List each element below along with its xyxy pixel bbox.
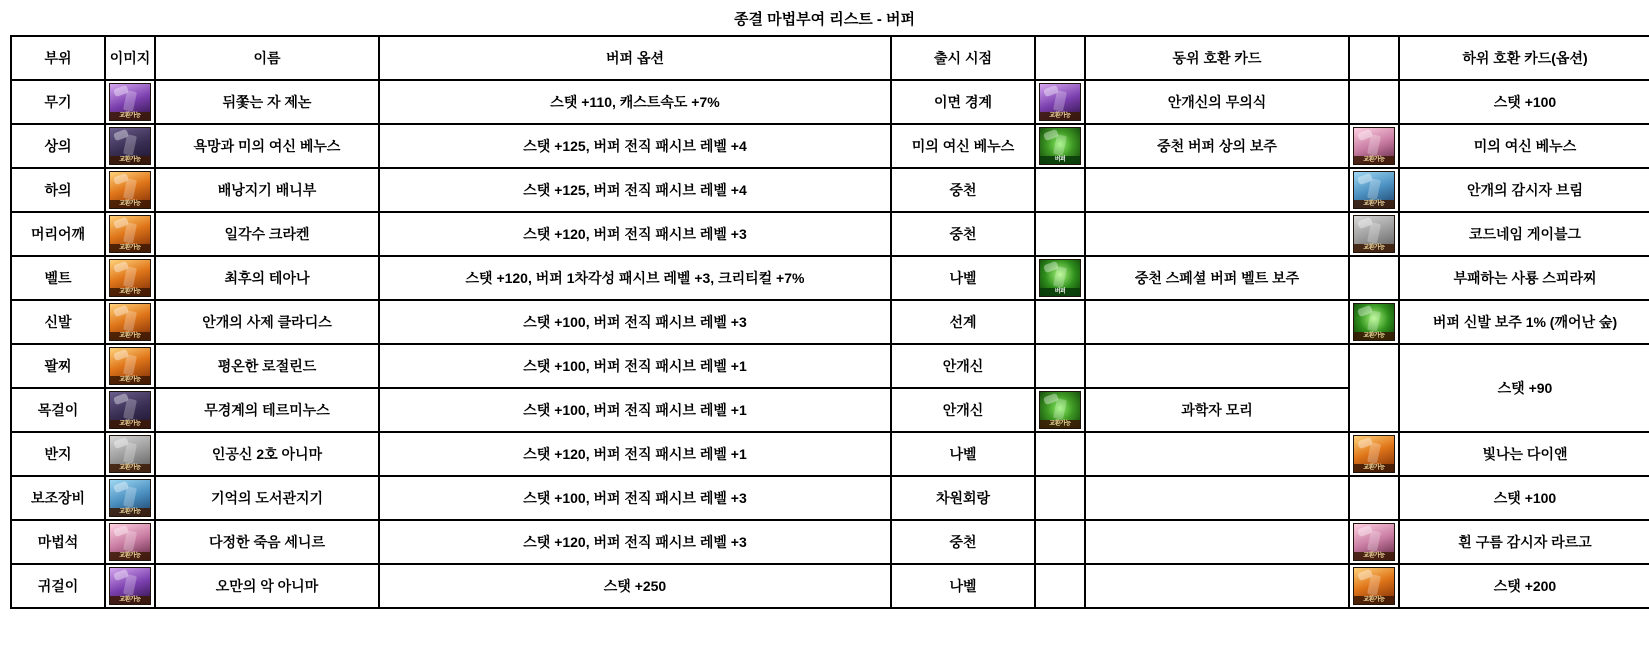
cell-lower-card: 미의 여신 베누스 [1399, 124, 1649, 168]
item-image-icon [109, 171, 151, 209]
cell-equal-card [1085, 520, 1349, 564]
table-header [11, 36, 1649, 80]
icon-tag-label: 교환가능 [1040, 420, 1080, 428]
table-row [11, 124, 1649, 168]
item-image-cell [105, 300, 155, 344]
cell-item-name: 일각수 크라켄 [155, 212, 379, 256]
icon-tag-label: 교환가능 [110, 112, 150, 120]
equal-card-image-cell [1035, 80, 1085, 124]
item-image-cell [105, 212, 155, 256]
column-header-release: 출시 시점 [891, 36, 1035, 80]
lower-card-image-cell [1349, 432, 1399, 476]
cell-buffer-option: 스탯 +120, 버퍼 전직 패시브 레벨 +1 [379, 432, 891, 476]
icon-tag-label: 교환가능 [110, 244, 150, 252]
cell-equal-card [1085, 344, 1349, 388]
lower-card-image-cell [1349, 520, 1399, 564]
cell-release: 차원회랑 [891, 476, 1035, 520]
column-header-equal-image [1035, 36, 1085, 80]
item-image-icon [109, 347, 151, 385]
equal-card-image-cell [1035, 388, 1085, 432]
lower-card-image-cell [1349, 344, 1399, 432]
cell-release: 나벨 [891, 256, 1035, 300]
icon-tag-label: 교환가능 [110, 288, 150, 296]
lower-card-image-cell [1349, 80, 1399, 124]
item-image-icon [109, 83, 151, 121]
table-row [11, 168, 1649, 212]
equal-card-image-icon [1039, 259, 1081, 297]
table-row [11, 520, 1649, 564]
icon-tag-label: 교환가능 [1354, 464, 1394, 472]
cell-buffer-option: 스탯 +100, 버퍼 전직 패시브 레벨 +1 [379, 344, 891, 388]
lower-card-image-cell [1349, 564, 1399, 608]
cell-lower-card: 흰 구름 감시자 라르고 [1399, 520, 1649, 564]
cell-release: 안개신 [891, 388, 1035, 432]
cell-buffer-option: 스탯 +100, 버퍼 전직 패시브 레벨 +3 [379, 476, 891, 520]
cell-equal-card: 중천 버퍼 상의 보주 [1085, 124, 1349, 168]
column-header-lower-image [1349, 36, 1399, 80]
cell-lower-card: 부패하는 사룡 스피라찌 [1399, 256, 1649, 300]
item-image-icon [109, 435, 151, 473]
icon-tag-label: 교환가능 [1354, 244, 1394, 252]
table-row [11, 564, 1649, 608]
lower-card-image-icon [1353, 567, 1395, 605]
cell-equal-card: 안개신의 무의식 [1085, 80, 1349, 124]
table-row [11, 212, 1649, 256]
cell-part: 신발 [11, 300, 105, 344]
lower-card-image-icon [1353, 523, 1395, 561]
equal-card-image-icon [1039, 83, 1081, 121]
cell-buffer-option: 스탯 +100, 버퍼 전직 패시브 레벨 +1 [379, 388, 891, 432]
cell-lower-card: 스탯 +90 [1399, 344, 1649, 432]
item-image-cell [105, 256, 155, 300]
cell-part: 상의 [11, 124, 105, 168]
cell-release: 안개신 [891, 344, 1035, 388]
icon-tag-label: 교환가능 [110, 376, 150, 384]
equal-card-image-cell [1035, 212, 1085, 256]
cell-buffer-option: 스탯 +125, 버퍼 전직 패시브 레벨 +4 [379, 124, 891, 168]
icon-tag-label: 교환가능 [1354, 596, 1394, 604]
equal-card-image-cell [1035, 168, 1085, 212]
enchant-list-table [10, 35, 1649, 609]
cell-item-name: 최후의 테아나 [155, 256, 379, 300]
equal-card-image-icon [1039, 391, 1081, 429]
cell-item-name: 무경계의 테르미누스 [155, 388, 379, 432]
lower-card-image-icon [1353, 127, 1395, 165]
cell-item-name: 평온한 로절린드 [155, 344, 379, 388]
equal-card-image-cell [1035, 344, 1085, 388]
cell-lower-card: 버퍼 신발 보주 1% (깨어난 숲) [1399, 300, 1649, 344]
cell-release: 나벨 [891, 564, 1035, 608]
icon-tag-label: 교환가능 [1040, 112, 1080, 120]
table-row [11, 344, 1649, 388]
icon-tag-label: 교환가능 [110, 420, 150, 428]
cell-item-name: 뒤쫓는 자 제논 [155, 80, 379, 124]
cell-item-name: 안개의 사제 클라디스 [155, 300, 379, 344]
item-image-icon [109, 303, 151, 341]
icon-tag-label: 교환가능 [1354, 552, 1394, 560]
icon-tag-label: 교환가능 [110, 508, 150, 516]
cell-buffer-option: 스탯 +120, 버퍼 전직 패시브 레벨 +3 [379, 212, 891, 256]
item-image-icon [109, 127, 151, 165]
cell-part: 반지 [11, 432, 105, 476]
cell-part: 무기 [11, 80, 105, 124]
item-image-icon [109, 479, 151, 517]
cell-buffer-option: 스탯 +250 [379, 564, 891, 608]
cell-equal-card [1085, 212, 1349, 256]
column-header-lower-card: 하위 호환 카드(옵션) [1399, 36, 1649, 80]
icon-tag-label: 교환가능 [110, 552, 150, 560]
equal-card-image-cell [1035, 124, 1085, 168]
icon-tag-label: 교환가능 [110, 464, 150, 472]
item-image-icon [109, 567, 151, 605]
cell-equal-card [1085, 432, 1349, 476]
cell-lower-card: 안개의 감시자 브림 [1399, 168, 1649, 212]
column-header-part: 부위 [11, 36, 105, 80]
cell-part: 팔찌 [11, 344, 105, 388]
equal-card-image-cell [1035, 476, 1085, 520]
item-image-icon [109, 523, 151, 561]
cell-part: 하의 [11, 168, 105, 212]
cell-part: 마법석 [11, 520, 105, 564]
item-image-cell [105, 476, 155, 520]
item-image-cell [105, 344, 155, 388]
table-body [11, 80, 1649, 608]
cell-buffer-option: 스탯 +110, 캐스트속도 +7% [379, 80, 891, 124]
cell-equal-card [1085, 168, 1349, 212]
cell-buffer-option: 스탯 +125, 버퍼 전직 패시브 레벨 +4 [379, 168, 891, 212]
column-header-name: 이름 [155, 36, 379, 80]
cell-lower-card: 스탯 +200 [1399, 564, 1649, 608]
icon-tag-label: 교환가능 [1354, 156, 1394, 164]
item-image-cell [105, 520, 155, 564]
item-image-cell [105, 388, 155, 432]
item-image-cell [105, 168, 155, 212]
page-title: 종결 마법부여 리스트 - 버퍼 [733, 11, 916, 28]
cell-part: 벨트 [11, 256, 105, 300]
table-row [11, 256, 1649, 300]
equal-card-image-cell [1035, 256, 1085, 300]
icon-tag-label: 버퍼 [1040, 288, 1080, 296]
table-row [11, 432, 1649, 476]
lower-card-image-icon [1353, 435, 1395, 473]
cell-item-name: 다정한 죽음 세니르 [155, 520, 379, 564]
cell-part: 목걸이 [11, 388, 105, 432]
table-row [11, 80, 1649, 124]
icon-tag-label: 교환가능 [1354, 200, 1394, 208]
item-image-cell [105, 564, 155, 608]
item-image-cell [105, 80, 155, 124]
icon-tag-label: 교환가능 [110, 200, 150, 208]
lower-card-image-cell [1349, 476, 1399, 520]
item-image-icon [109, 259, 151, 297]
cell-lower-card: 빛나는 다이앤 [1399, 432, 1649, 476]
cell-buffer-option: 스탯 +120, 버퍼 1차각성 패시브 레벨 +3, 크리티컬 +7% [379, 256, 891, 300]
cell-equal-card [1085, 476, 1349, 520]
cell-buffer-option: 스탯 +100, 버퍼 전직 패시브 레벨 +3 [379, 300, 891, 344]
item-image-icon [109, 391, 151, 429]
cell-equal-card: 과학자 모리 [1085, 388, 1349, 432]
table-row [11, 476, 1649, 520]
cell-item-name: 오만의 악 아니마 [155, 564, 379, 608]
lower-card-image-cell [1349, 212, 1399, 256]
cell-equal-card [1085, 564, 1349, 608]
cell-release: 중천 [891, 212, 1035, 256]
table-header-row [11, 36, 1649, 80]
cell-equal-card [1085, 300, 1349, 344]
icon-tag-label: 교환가능 [110, 156, 150, 164]
lower-card-image-cell [1349, 300, 1399, 344]
cell-release: 미의 여신 베누스 [891, 124, 1035, 168]
equal-card-image-cell [1035, 564, 1085, 608]
cell-lower-card: 스탯 +100 [1399, 476, 1649, 520]
item-image-icon [109, 215, 151, 253]
equal-card-image-cell [1035, 432, 1085, 476]
icon-tag-label: 버퍼 [1040, 156, 1080, 164]
lower-card-image-cell [1349, 168, 1399, 212]
cell-release: 선계 [891, 300, 1035, 344]
equal-card-image-icon [1039, 127, 1081, 165]
icon-tag-label: 교환가능 [110, 596, 150, 604]
column-header-option: 버퍼 옵션 [379, 36, 891, 80]
lower-card-image-cell [1349, 124, 1399, 168]
icon-tag-label: 교환가능 [1354, 332, 1394, 340]
item-image-cell [105, 432, 155, 476]
cell-lower-card: 스탯 +100 [1399, 80, 1649, 124]
column-header-image: 이미지 [105, 36, 155, 80]
lower-card-image-icon [1353, 171, 1395, 209]
cell-buffer-option: 스탯 +120, 버퍼 전직 패시브 레벨 +3 [379, 520, 891, 564]
cell-item-name: 배낭지기 배니부 [155, 168, 379, 212]
lower-card-image-icon [1353, 303, 1395, 341]
table-row [11, 300, 1649, 344]
cell-equal-card: 중천 스페셜 버퍼 벨트 보주 [1085, 256, 1349, 300]
cell-part: 귀걸이 [11, 564, 105, 608]
cell-item-name: 기억의 도서관지기 [155, 476, 379, 520]
cell-lower-card: 코드네임 게이블그 [1399, 212, 1649, 256]
cell-release: 이면 경계 [891, 80, 1035, 124]
cell-part: 머리어깨 [11, 212, 105, 256]
column-header-equal-card: 동위 호환 카드 [1085, 36, 1349, 80]
cell-part: 보조장비 [11, 476, 105, 520]
icon-tag-label: 교환가능 [110, 332, 150, 340]
equal-card-image-cell [1035, 520, 1085, 564]
equal-card-image-cell [1035, 300, 1085, 344]
cell-item-name: 욕망과 미의 여신 베누스 [155, 124, 379, 168]
cell-release: 나벨 [891, 432, 1035, 476]
cell-release: 중천 [891, 168, 1035, 212]
item-image-cell [105, 124, 155, 168]
lower-card-image-cell [1349, 256, 1399, 300]
cell-release: 중천 [891, 520, 1035, 564]
cell-item-name: 인공신 2호 아니마 [155, 432, 379, 476]
lower-card-image-icon [1353, 215, 1395, 253]
